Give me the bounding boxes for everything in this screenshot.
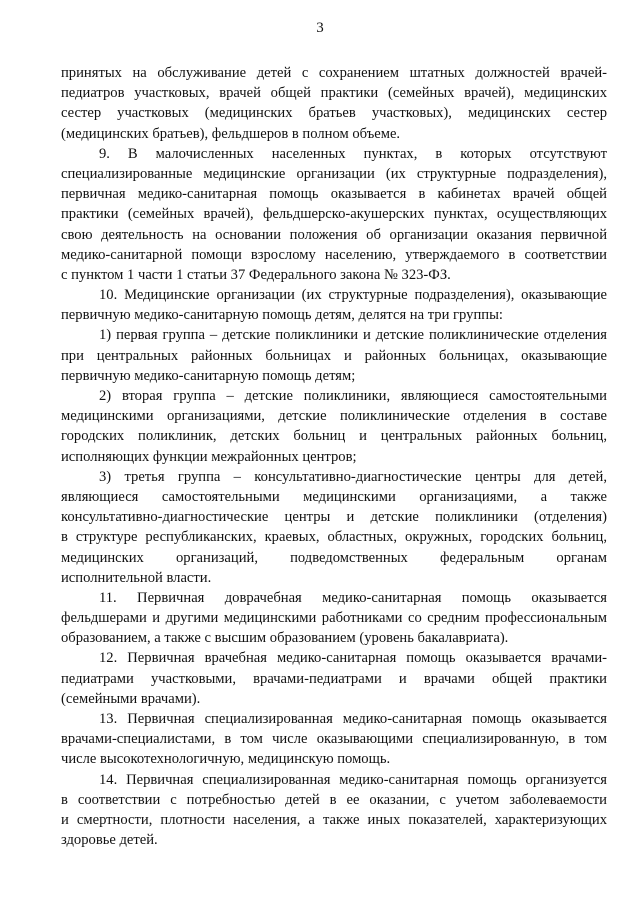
text-line: первичную медико-санитарную помощь детям, делятся на три группы:: [61, 307, 503, 324]
text-line: педиатрами участковыми, врачами-педиатрами и врачами общей практики: [61, 670, 607, 687]
text-line: (медицинских братьев), фельдшеров в полном объеме.: [61, 125, 401, 142]
text-line: 12. Первичная врачебная медико-санитарная помощь оказывается врачами-: [99, 650, 607, 667]
text-line: с пунктом 1 части 1 статьи 37 Федерального закона № 323-ФЗ.: [61, 266, 451, 283]
text-line: 14. Первичная специализированная медико-санитарная помощь организуется: [99, 771, 607, 788]
text-line: при центральных районных больницах и районных больницах, оказывающие: [61, 347, 607, 364]
text-line: педиатров участковых, врачей общей практики (семейных врачей), медицинских: [61, 85, 607, 102]
text-line: врачами-специалистами, в том числе оказывающими специализированную, в том: [61, 731, 607, 748]
text-line: 13. Первичная специализированная медико-санитарная помощь оказывается: [99, 711, 607, 727]
text-line: числе высокотехнологичную, медицинскую помощь.: [61, 751, 391, 768]
text-line: первичная медико-санитарная помощь оказывается в кабинетах врачей общей: [61, 186, 607, 203]
text-line: 9. В малочисленных населенных пунктах, в которых отсутствуют: [99, 145, 607, 162]
text-line: 11. Первичная доврачебная медико-санитарная помощь оказывается: [99, 589, 607, 606]
text-line: образованием, а также с высшим образованием (уровень бакалавриата).: [61, 630, 509, 647]
text-line: практики (семейных врачей), фельдшерско-акушерских пунктах, осуществляющих: [61, 206, 607, 223]
text-line: исполняющих функции межрайонных центров;: [61, 448, 357, 465]
text-line: первичную медико-санитарную помощь детям;: [61, 367, 356, 384]
text-line: и смертности, плотности населения, а также иных показателей, характеризующих: [61, 811, 607, 828]
text-line: (семейными врачами).: [61, 690, 201, 707]
text-line: консультативно-диагностические центры и детские поликлиники (отделения): [61, 509, 607, 526]
text-line: медицинскими организациями, детские поликлинические отделения в составе: [61, 408, 607, 425]
text-line: фельдшерами и другими медицинскими работниками со средним профессиональным: [61, 610, 607, 627]
text-line: 1) первая группа – детские поликлиники и детские поликлинические отделения: [99, 327, 607, 344]
text-line: принятых на обслуживание детей с сохранением штатных должностей врачей-: [61, 65, 607, 81]
document-body: [61, 63, 607, 850]
text-line: являющиеся самостоятельными медицинскими организациями, а также: [61, 488, 607, 505]
text-line: 10. Медицинские организации (их структурные подразделения), оказывающие: [99, 287, 607, 304]
text-line: 3) третья группа – консультативно-диагностические центры для детей,: [99, 468, 607, 485]
text-line: медицинских организаций, подведомственных федеральным органам: [61, 549, 607, 566]
text-line: 2) вторая группа – детские поликлиники, являющиеся самостоятельными: [99, 388, 607, 404]
text-line: свою деятельность на основании положения об организации оказания первичной: [61, 226, 607, 243]
text-line: городских поликлиник, детских больниц и центральных районных больниц,: [61, 428, 607, 445]
text-line: в структуре республиканских, краевых, областных, окружных, городских больниц,: [61, 529, 607, 546]
text-line: медико-санитарной помощи взрослому населению, утверждаемого в соответствии: [61, 246, 607, 263]
text-line: сестер участковых (медицинских братьев участковых), медицинских сестер: [61, 105, 607, 122]
text-line: в соответствии с потребностью детей в ее оказании, с учетом заболеваемости: [61, 791, 607, 808]
text-line: специализированные медицинские организации (их структурные подразделения),: [61, 165, 607, 182]
text-line: исполнительной власти.: [61, 569, 212, 586]
text-line: здоровье детей.: [61, 832, 158, 849]
page-number: 3: [316, 20, 324, 36]
